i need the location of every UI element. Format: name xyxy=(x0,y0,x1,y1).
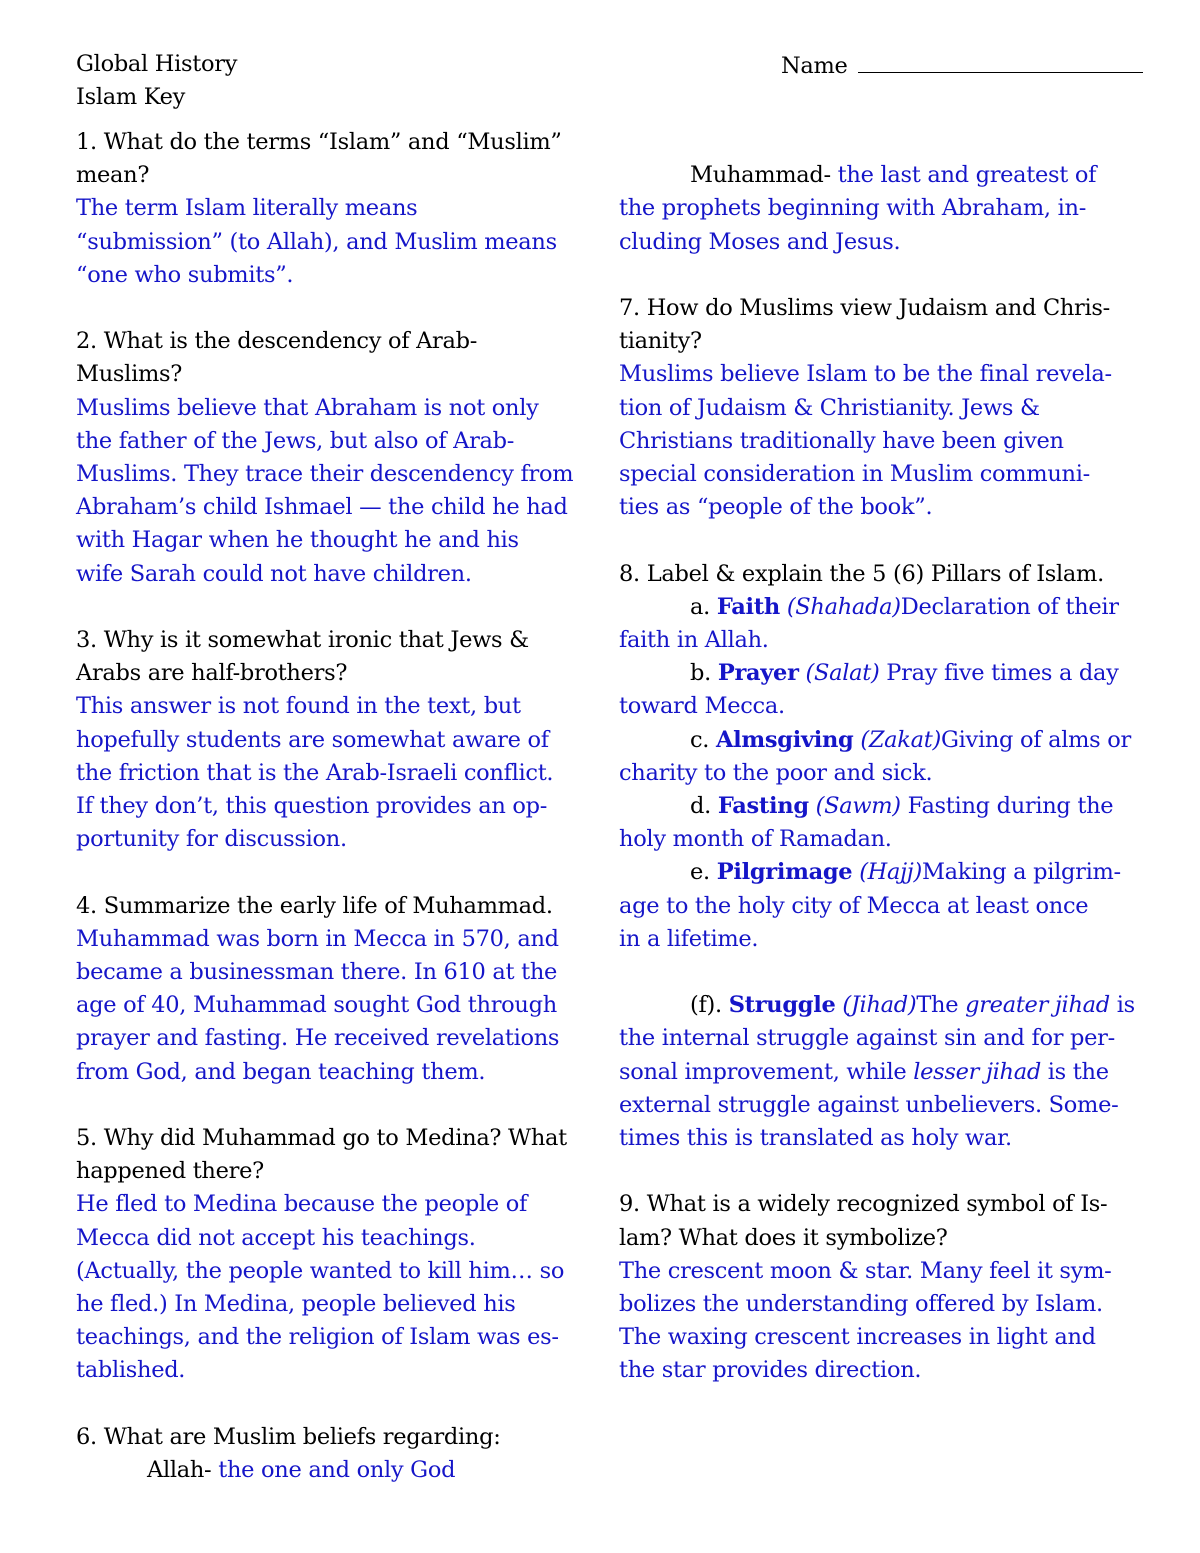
pillar-name: Pilgrimage xyxy=(716,859,853,886)
answer-text: If they don’t, this question provides an op- xyxy=(76,793,548,820)
question-8 xyxy=(619,558,1154,1156)
answer-text: bolizes the understanding offered by Islam. xyxy=(619,1291,1103,1318)
answer-text: special consideration in Muslim communi- xyxy=(619,461,1090,487)
answer-text: the friction that is the Arab-Israeli conflict. xyxy=(76,759,554,786)
answer-text: the father of the Jews, but also of Arab- xyxy=(76,427,515,454)
pillar-struggle: (f). Struggle (Jihad)The greater jihad is the internal struggle against sin and for per- sonal improvement, while lesser jihad is the external struggle against unbelievers. Some- times this is translated as holy war. xyxy=(619,992,1135,1152)
answer-text: cluding Moses and Jesus. xyxy=(619,228,901,255)
answer-text: ties as “people of the book”. xyxy=(619,494,933,521)
pillar-name: Almsgiving xyxy=(716,726,854,753)
name-label: Name xyxy=(781,53,848,79)
pillar-faith: a. Faith (Shahada)Declaration of their faith in Allah. xyxy=(619,593,1119,653)
answer-text: Muslims. They trace their descendency from xyxy=(76,461,574,488)
answer-text: with Hagar when he thought he and his xyxy=(76,527,519,554)
answer-text: “one who submits”. xyxy=(76,261,294,288)
answer-text: The waxing crescent increases in light and xyxy=(619,1324,1096,1351)
question-5 xyxy=(76,1122,611,1388)
question-text: tianity? xyxy=(619,328,702,355)
answer-text: the one and only God xyxy=(211,1457,456,1484)
answer-text: teachings, and the religion of Islam was es- xyxy=(76,1324,559,1351)
question-9 xyxy=(619,1188,1154,1387)
answer-text: age of 40, Muhammad sought God through xyxy=(76,992,557,1019)
question-6 xyxy=(76,1421,611,1487)
answer-text: wife Sarah could not have children. xyxy=(76,560,472,587)
question-text: 1. What do the terms “Islam” and “Muslim” xyxy=(76,129,562,155)
answer-text: The term Islam literally means xyxy=(76,195,418,222)
allah-label: Allah- xyxy=(147,1457,212,1484)
pillar-prayer: b. Prayer (Salat) Pray five times a day toward Mecca. xyxy=(619,660,1119,720)
header xyxy=(76,48,237,114)
course-title: Global History xyxy=(76,51,238,77)
answer-text: Muslims believe that Abraham is not only xyxy=(76,394,539,421)
name-field xyxy=(781,48,1143,83)
question-1 xyxy=(76,126,611,292)
name-blank-line[interactable] xyxy=(858,48,1143,73)
question-text: happened there? xyxy=(76,1158,264,1185)
answer-text: This answer is not found in the text, but xyxy=(76,693,521,720)
question-text: 2. What is the descendency of Arab- xyxy=(76,328,478,355)
question-4 xyxy=(76,890,611,1089)
answer-text: Muslims believe Islam to be the final revela- xyxy=(619,361,1112,388)
left-column xyxy=(76,126,611,1487)
question-text: 5. Why did Muhammad go to Medina? What xyxy=(76,1125,567,1152)
answer-text: “submission” (to Allah), and Muslim means xyxy=(76,228,557,255)
pillar-name: Faith xyxy=(716,593,780,620)
pillar-almsgiving: c. Almsgiving (Zakat)Giving of alms or charity to the poor and sick. xyxy=(619,726,1131,786)
pillar-term: (Salat) xyxy=(805,660,880,687)
question-text: 4. Summarize the early life of Muhammad. xyxy=(76,892,553,919)
answer-text: the last and greatest of xyxy=(830,162,1097,189)
pillar-term: (Jihad) xyxy=(842,992,917,1019)
pillar-term: (Hajj) xyxy=(859,859,922,886)
pillar-name: Struggle xyxy=(728,992,836,1019)
question-2 xyxy=(76,325,611,591)
answer-text: prayer and fasting. He received revelations xyxy=(76,1025,560,1052)
question-text: 3. Why is it somewhat ironic that Jews & xyxy=(76,627,529,654)
pillar-term: (Sawm) xyxy=(815,793,901,820)
question-3 xyxy=(76,624,611,856)
question-text: Muslims? xyxy=(76,361,183,388)
muhammad-label: Muhammad- xyxy=(690,162,831,189)
pillar-fasting: d. Fasting (Sawm) Fasting during the holy month of Ramadan. xyxy=(619,793,1114,853)
answer-text: became a businessman there. In 610 at the xyxy=(76,959,558,986)
answer-text: Christians traditionally have been given xyxy=(619,427,1064,454)
answer-text: hopefully students are somewhat aware of xyxy=(76,726,549,753)
muhammad-belief xyxy=(619,159,1154,259)
answer-text: the prophets beginning with Abraham, in- xyxy=(619,195,1086,222)
answer-text: Muhammad was born in Mecca in 570, and xyxy=(76,925,559,952)
pillar-term: (Zakat) xyxy=(860,726,941,753)
answer-text: (Actually, the people wanted to kill him… so xyxy=(76,1257,565,1284)
question-text: 7. How do Muslims view Judaism and Chris- xyxy=(619,294,1110,321)
answer-text: The crescent moon & star. Many feel it sym- xyxy=(619,1257,1112,1284)
question-text: 6. What are Muslim beliefs regarding: xyxy=(76,1423,501,1450)
allah-belief xyxy=(76,1454,611,1487)
answer-text: tion of Judaism & Christianity. Jews & xyxy=(619,394,1040,421)
answer-text: he fled.) In Medina, people believed his xyxy=(76,1291,516,1318)
pillar-name: Prayer xyxy=(717,660,799,687)
question-text: mean? xyxy=(76,162,150,189)
answer-text: portunity for discussion. xyxy=(76,826,347,853)
answer-text: Abraham’s child Ishmael — the child he had xyxy=(76,494,568,521)
right-column xyxy=(619,126,1154,1388)
question-text: 9. What is a widely recognized symbol of Is- xyxy=(619,1191,1108,1218)
pillar-term: (Shahada) xyxy=(786,593,901,620)
question-text: lam? What does it symbolize? xyxy=(619,1224,948,1251)
question-7 xyxy=(619,292,1154,524)
answer-text: tablished. xyxy=(76,1357,186,1384)
answer-text: He fled to Medina because the people of xyxy=(76,1191,527,1218)
question-text: Arabs are half-brothers? xyxy=(76,660,348,687)
answer-text: the star provides direction. xyxy=(619,1357,922,1384)
worksheet-title: Islam Key xyxy=(76,84,186,111)
answer-text: Mecca did not accept his teachings. xyxy=(76,1224,476,1251)
question-text: 8. Label & explain the 5 (6) Pillars of Islam. xyxy=(619,560,1104,587)
pillar-pilgrimage: e. Pilgrimage (Hajj)Making a pilgrim- age to the holy city of Mecca at least once in a lifetime. xyxy=(619,859,1121,952)
pillar-name: Fasting xyxy=(717,793,809,820)
answer-text: from God, and began teaching them. xyxy=(76,1058,486,1085)
